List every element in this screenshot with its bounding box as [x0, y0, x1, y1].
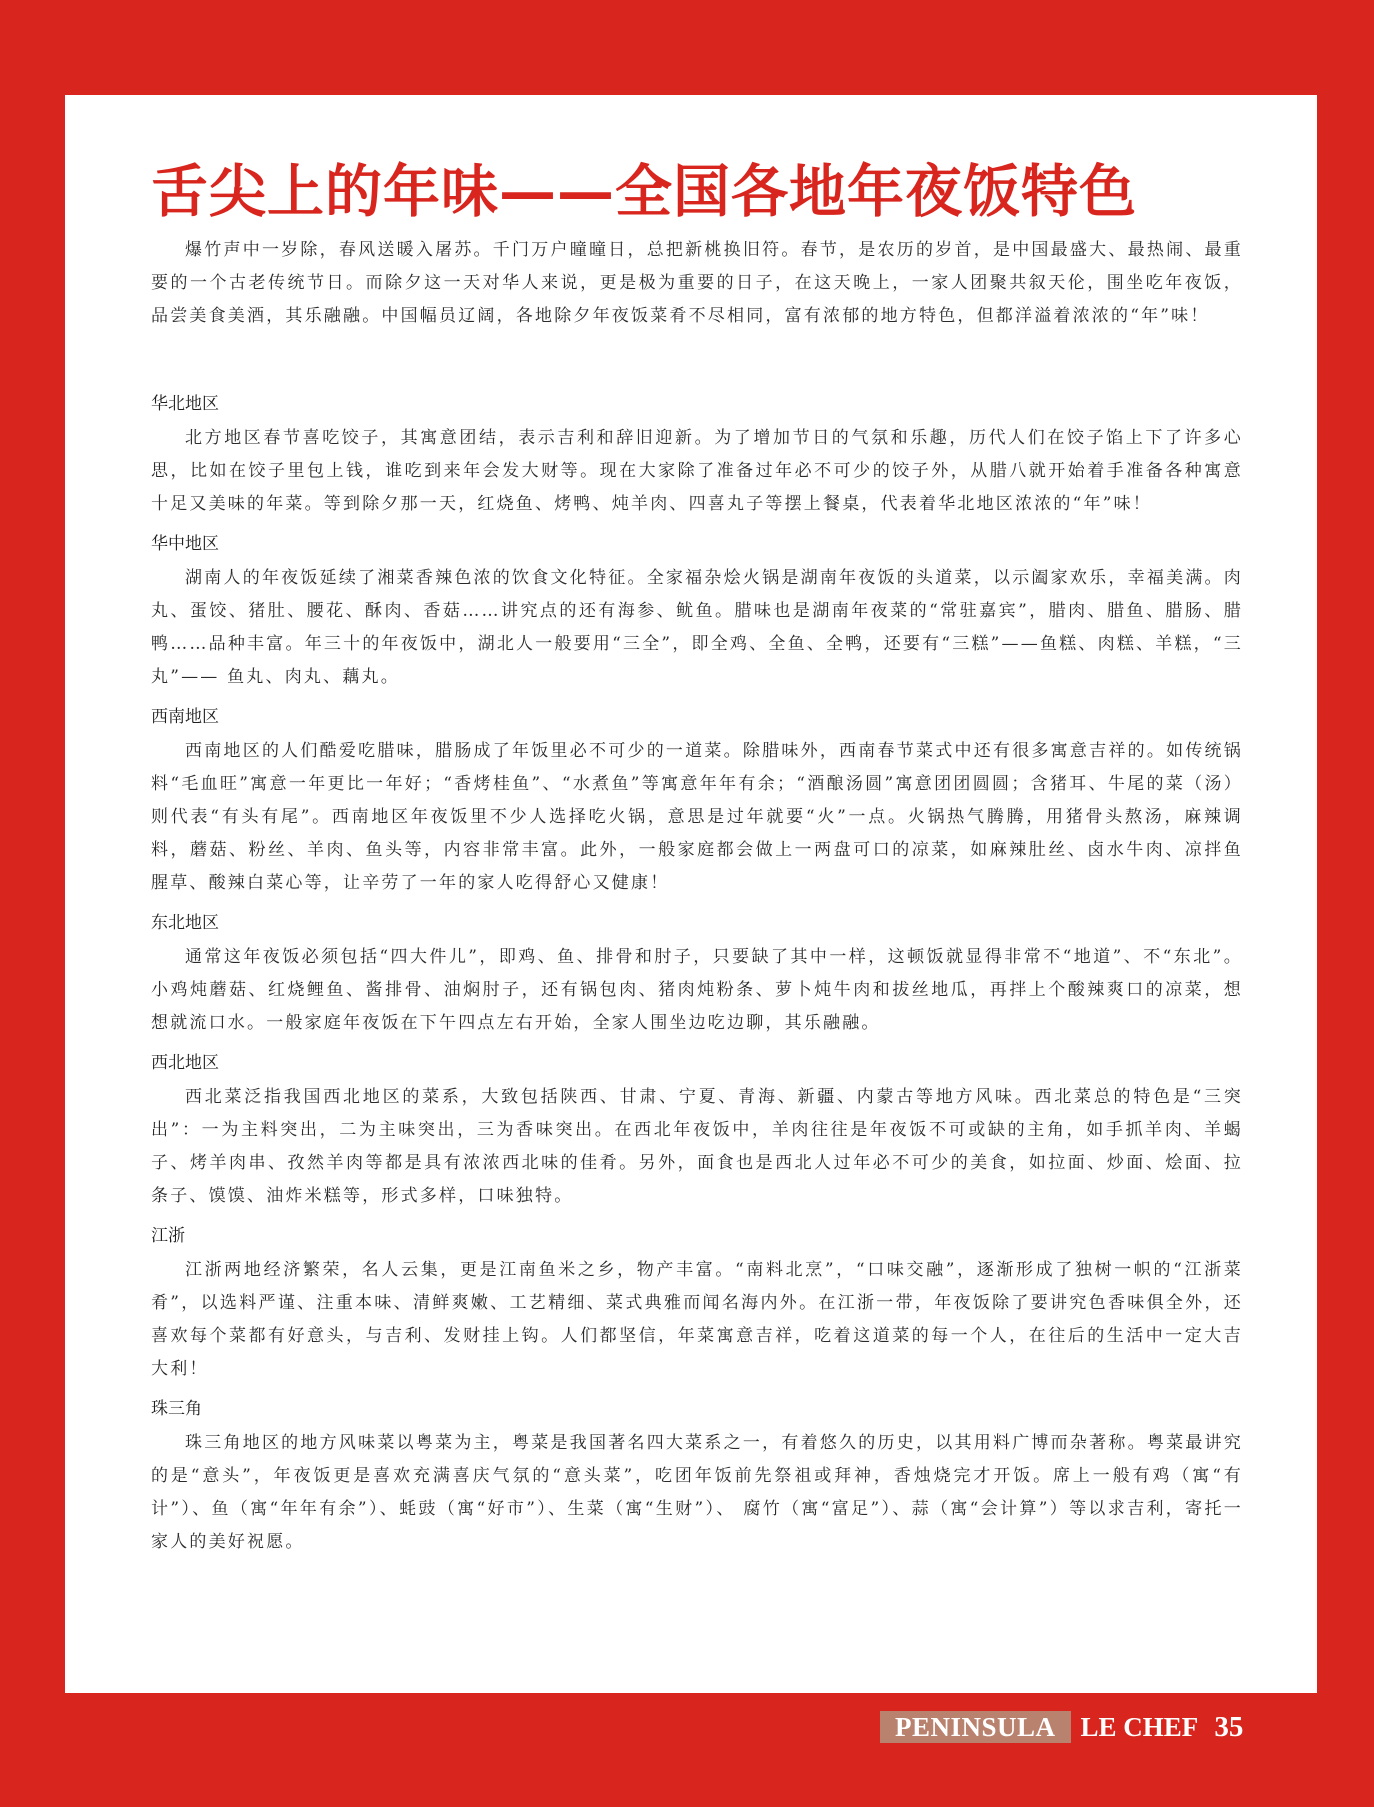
article-title: 舌尖上的年味——全国各地年夜饭特色 — [151, 158, 1137, 225]
section-body: 江浙两地经济繁荣，名人云集，更是江南鱼米之乡，物产丰富。“南料北烹”，“口味交融”，逐渐形成了独树一帜的“江浙菜肴”，以选料严谨、注重本味、清鲜爽嫩、工艺精细、菜式典雅而闻名海内外。在江浙一带，年夜饭除了要讲究色香味俱全外，还喜欢每个菜都有好意头，与吉利、发财挂上钩。人们都坚信，年菜寓意吉祥，吃着这道菜的每一个人，在往后的生活中一定大吉大利！ — [151, 1260, 1243, 1379]
section-heading: 西北地区 — [151, 1053, 219, 1073]
section-heading: 珠三角 — [151, 1399, 202, 1419]
magazine-name-box: PENINSULA — [880, 1711, 1071, 1743]
section-huazhong — [151, 530, 1243, 694]
section-dongbei — [151, 909, 1243, 1040]
section-heading: 华中地区 — [151, 534, 219, 554]
section-heading: 西南地区 — [151, 707, 219, 727]
section-xinan — [151, 703, 1243, 900]
section-body: 珠三角地区的地方风味菜以粤菜为主，粤菜是我国著名四大菜系之一，有着悠久的历史，以其用料广博而杂著称。粤菜最讲究的是“意头”，年夜饭更是喜欢充满喜庆气氛的“意头菜”，吃团年饭前先祭祖或拜神，香烛烧完才开饭。席上一般有鸡（寓“有计”）、鱼（寓“年年有余”）、蚝豉（寓“好市”）、生菜（寓“生财”）、 腐竹（寓“富足”）、蒜（寓“会计算”）等以求吉利，寄托一家人的美好祝愿。 — [151, 1433, 1243, 1552]
article-sections — [151, 390, 1243, 1559]
section-body: 湖南人的年夜饭延续了湘菜香辣色浓的饮食文化特征。全家福杂烩火锅是湖南年夜饭的头道菜，以示阖家欢乐，幸福美满。肉丸、蛋饺、猪肚、腰花、酥肉、香菇……讲究点的还有海参、鱿鱼。腊味也是湖南年夜菜的“常驻嘉宾”，腊肉、腊鱼、腊肠、腊鸭……品种丰富。年三十的年夜饭中，湖北人一般要用“三全”，即全鸡、全鱼、全鸭，还要有“三糕”——鱼糕、肉糕、羊糕，“三丸”—— 鱼丸、肉丸、藕丸。 — [151, 568, 1243, 687]
article-intro: 爆竹声中一岁除，春风送暖入屠苏。千门万户曈曈日，总把新桃换旧符。春节，是农历的岁首，是中国最盛大、最热闹、最重要的一个古老传统节日。而除夕这一天对华人来说，更是极为重要的日子，在这天晚上，一家人团聚共叙天伦，围坐吃年夜饭，品尝美食美酒，其乐融融。中国幅员辽阔，各地除夕年夜饭菜肴不尽相同，富有浓郁的地方特色，但都洋溢着浓浓的“年”味！ — [151, 240, 1243, 326]
section-heading: 江浙 — [151, 1226, 185, 1246]
page-footer — [880, 1709, 1243, 1745]
section-jiangzhe — [151, 1222, 1243, 1386]
section-huabei — [151, 390, 1243, 521]
section-heading: 华北地区 — [151, 394, 219, 414]
section-body: 北方地区春节喜吃饺子，其寓意团结，表示吉利和辞旧迎新。为了增加节日的气氛和乐趣，历代人们在饺子馅上下了许多心思，比如在饺子里包上钱，谁吃到来年会发大财等。现在大家除了准备过年必不可少的饺子外，从腊八就开始着手准备各种寓意十足又美味的年菜。等到除夕那一天，红烧鱼、烤鸭、炖羊肉、四喜丸子等摆上餐桌，代表着华北地区浓浓的“年”味！ — [151, 428, 1243, 514]
page-number: 35 — [1214, 1710, 1244, 1743]
section-body: 西南地区的人们酷爱吃腊味，腊肠成了年饭里必不可少的一道菜。除腊味外，西南春节菜式中还有很多寓意吉祥的。如传统锅料“毛血旺”寓意一年更比一年好；“香烤桂鱼”、“水煮鱼”等寓意年年有余；“酒酿汤圆”寓意团团圆圆；含猪耳、牛尾的菜（汤）则代表“有头有尾”。西南地区年夜饭里不少人选择吃火锅，意思是过年就要“火”一点。火锅热气腾腾，用猪骨头熬汤，麻辣调料，蘑菇、粉丝、羊肉、鱼头等，内容非常丰富。此外，一般家庭都会做上一两盘可口的凉菜，如麻辣肚丝、卤水牛肉、凉拌鱼腥草、酸辣白菜心等，让辛劳了一年的家人吃得舒心又健康！ — [151, 741, 1243, 893]
article — [151, 150, 1243, 1568]
section-heading: 东北地区 — [151, 913, 219, 933]
section-zhusanjiao — [151, 1395, 1243, 1559]
section-xibei — [151, 1049, 1243, 1213]
section-body: 西北菜泛指我国西北地区的菜系，大致包括陕西、甘肃、宁夏、青海、新疆、内蒙古等地方风味。西北菜总的特色是“三突出”：一为主料突出，二为主味突出，三为香味突出。在西北年夜饭中，羊肉往往是年夜饭不可或缺的主角，如手抓羊肉、羊蝎子、烤羊肉串、孜然羊肉等都是具有浓浓西北味的佳肴。另外，面食也是西北人过年必不可少的美食，如拉面、炒面、烩面、拉条子、馍馍、油炸米糕等，形式多样，口味独特。 — [151, 1087, 1243, 1206]
section-body: 通常这年夜饭必须包括“四大件儿”，即鸡、鱼、排骨和肘子，只要缺了其中一样，这顿饭就显得非常不“地道”、不“东北”。小鸡炖蘑菇、红烧鲤鱼、酱排骨、油焖肘子，还有锅包肉、猪肉炖粉条、萝卜炖牛肉和拔丝地瓜，再拌上个酸辣爽口的凉菜，想想就流口水。一般家庭年夜饭在下午四点左右开始，全家人围坐边吃边聊，其乐融融。 — [151, 947, 1243, 1033]
magazine-brand: LE CHEF — [1080, 1711, 1199, 1742]
